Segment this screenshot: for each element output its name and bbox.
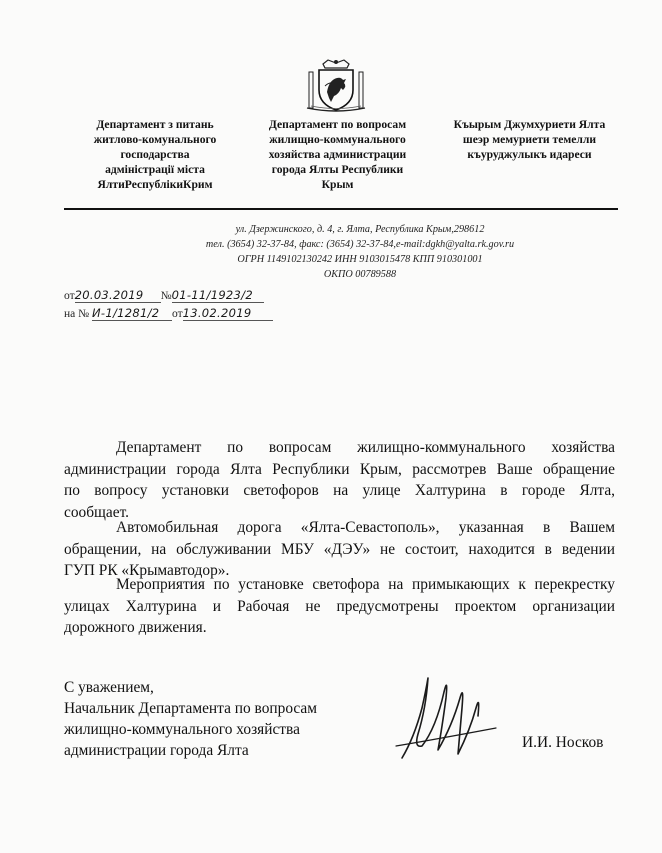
header-ukrainian bbox=[70, 117, 240, 192]
header-center-line: города Ялты Республики bbox=[271, 163, 404, 176]
incoming-number: И-1/1281/2 bbox=[92, 306, 172, 321]
paragraph-line: дорожного движения. bbox=[64, 619, 207, 636]
paragraph-line: Мероприятия по установке светофора на примыкающих к перекрестку bbox=[116, 576, 615, 593]
header-left-line: ЯлтиРеспублікиКрим bbox=[97, 178, 213, 191]
from-label: от bbox=[64, 290, 75, 302]
paragraph-3 bbox=[64, 574, 615, 639]
header-center-line: хозяйства администрации bbox=[268, 148, 407, 161]
incoming-reference bbox=[64, 306, 273, 321]
signer-position-line: администрации города Ялта bbox=[64, 742, 249, 759]
paragraph-line: сообщает. bbox=[64, 503, 129, 521]
address-line: ул. Дзержинского, д. 4, г. Ялта, Республика Крым,298612 bbox=[235, 224, 485, 235]
outgoing-number: 01-11/1923/2 bbox=[172, 288, 264, 303]
number-label: № bbox=[160, 290, 172, 302]
header-left-line: господарства bbox=[120, 148, 190, 161]
header-right-line: Къырым Джумхуриети Ялта bbox=[453, 118, 606, 131]
outgoing-date: 20.03.2019 bbox=[75, 288, 161, 303]
header-crimean-tatar bbox=[432, 117, 627, 162]
to-date-label: от bbox=[171, 308, 183, 320]
header-center-line: жилищно-коммунального bbox=[269, 133, 406, 146]
paragraph-line: обращении, на обслуживании МБУ «ДЭУ» не состоит, находится в ведении bbox=[64, 540, 615, 558]
paragraph-2 bbox=[64, 517, 615, 582]
paragraph-1 bbox=[64, 437, 615, 523]
signer-position-line: жилищно-коммунального хозяйства bbox=[64, 721, 300, 738]
regards-text: С уважением, bbox=[64, 679, 154, 696]
registry-line: ОГРН 1149102130242 ИНН 9103015478 КПП 910301001 bbox=[237, 254, 483, 265]
header-russian bbox=[250, 117, 425, 192]
handwritten-signature bbox=[392, 668, 512, 768]
signer-position-line: Начальник Департамента по вопросам bbox=[64, 700, 317, 717]
signer-name: И.И. Носков bbox=[522, 734, 604, 751]
outgoing-reference bbox=[64, 288, 264, 303]
contact-block bbox=[140, 222, 580, 282]
header-center-line: Департамент по вопросам bbox=[268, 118, 407, 131]
header-left-line: Департамент з питань bbox=[96, 118, 214, 131]
to-label: на № bbox=[64, 308, 90, 320]
paragraph-line: ГУП РК «Крымавтодор». bbox=[64, 562, 230, 579]
header-right-line: шеэр мемуриети темелли bbox=[462, 133, 597, 146]
closing-block bbox=[64, 677, 317, 761]
paragraph-line: Департамент по вопросам жилищно-коммунального хозяйства bbox=[116, 439, 615, 456]
header-left-line: житлово-комунального bbox=[93, 133, 217, 146]
header-divider bbox=[64, 208, 618, 210]
paragraph-line: по вопросу установки светофоров на улице Халтурина в городе Ялта, bbox=[64, 482, 615, 499]
okpo-line: ОКПО 00789588 bbox=[323, 269, 397, 280]
coat-of-arms-emblem bbox=[301, 58, 371, 114]
phone-line: тел. (3654) 32-37-84, факс: (3654) 32-37-84,e-mail:dgkh@yalta.rk.gov.ru bbox=[205, 239, 515, 250]
header-left-line: адміністрації міста bbox=[105, 163, 205, 176]
header-center-line: Крым bbox=[321, 178, 354, 191]
header-right-line: къуруджулыкъ идареси bbox=[467, 148, 592, 161]
incoming-date: 13.02.2019 bbox=[183, 306, 273, 321]
paragraph-line: улицах Халтурина и Рабочая не предусмотрены проектом организации bbox=[64, 597, 615, 615]
paragraph-line: администрации города Ялта Республики Крым, рассмотрев Ваше обращение bbox=[64, 460, 615, 478]
paragraph-line: Автомобильная дорога «Ялта-Севастополь», указанная в Вашем bbox=[116, 519, 615, 536]
